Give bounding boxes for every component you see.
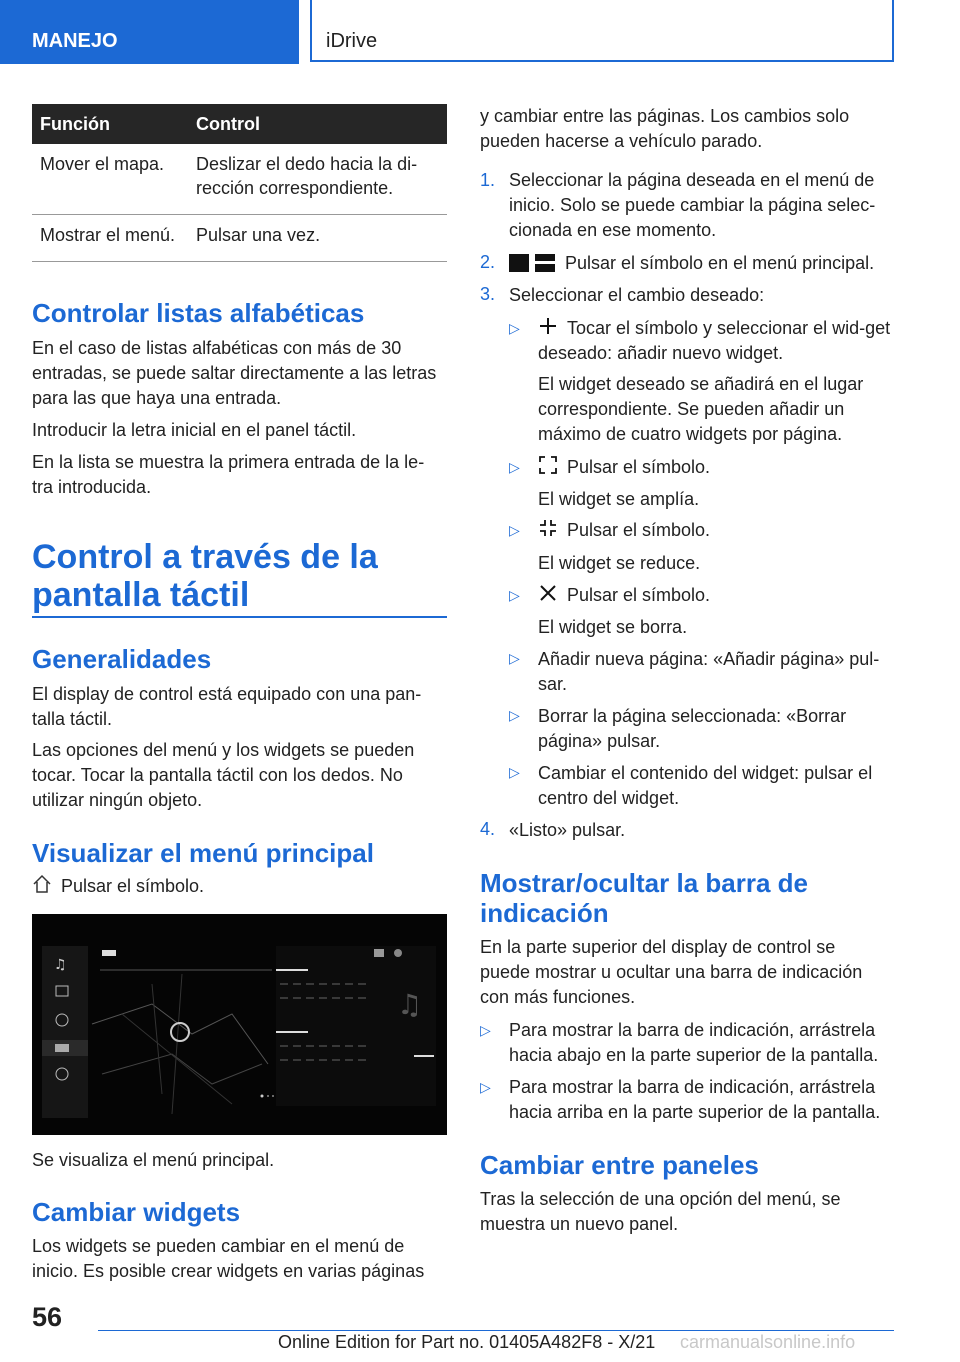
section-tab bbox=[0, 0, 299, 64]
widgets-icon bbox=[509, 254, 555, 272]
section-label: MANEJO bbox=[32, 30, 118, 52]
expand-icon bbox=[539, 456, 557, 474]
sub-item-text: Tocar el símbolo y seleccionar el wid-get deseado: añadir nuevo widget. bbox=[538, 318, 891, 363]
paragraph: Introducir la letra inicial en el panel táctil. bbox=[32, 420, 357, 440]
footer-rule bbox=[98, 1330, 894, 1331]
paragraph: En la parte superior del display de control se puede mostrar u ocultar una barra de indicación con más funciones. bbox=[480, 937, 863, 1007]
heading-general: Generalidades bbox=[32, 644, 212, 674]
step-number: 1. bbox=[480, 170, 496, 190]
paragraph: Tras la selección de una opción del menú, se muestra un nuevo panel. bbox=[480, 1189, 841, 1234]
step-number: 2. bbox=[480, 252, 496, 272]
image-caption: Se visualiza el menú principal. bbox=[32, 1150, 275, 1170]
bullet-text: Para mostrar la barra de indicación, arrástrela hacia abajo en la parte superior de la pantalla. bbox=[509, 1020, 879, 1065]
bullet-text: Para mostrar la barra de indicación, arrástrela hacia arriba en la parte superior de la pantalla. bbox=[509, 1077, 881, 1122]
bullet-triangle: ▷ bbox=[509, 650, 520, 666]
idrive-screen-image bbox=[32, 914, 447, 1135]
sub-item-text: Añadir nueva página: «Añadir página» pul-sar. bbox=[538, 649, 880, 694]
footer-edition: Online Edition for Part no. 01405A482F8 - X/21 bbox=[278, 1332, 656, 1352]
sub-item-note: El widget se borra. bbox=[538, 617, 688, 637]
control-table bbox=[32, 104, 447, 262]
step-text: Seleccionar la página deseada en el menú de inicio. Solo se puede cambiar la página selec-cionada en ese momento. bbox=[509, 170, 876, 240]
table-cell: Deslizar el dedo hacia la di-rección correspondiente. bbox=[188, 144, 447, 215]
sub-item-text: Pulsar el símbolo. bbox=[567, 457, 711, 477]
sub-item-note: El widget deseado se añadirá en el lugar correspondiente. Se pueden añadir un máximo de cuatro widgets por página. bbox=[538, 374, 864, 444]
svg-text:♫: ♫ bbox=[54, 957, 67, 973]
section-rule bbox=[32, 616, 447, 618]
paragraph: En la lista se muestra la primera entrada de la le-tra introducida. bbox=[32, 452, 425, 497]
heading-alpha-lists: Controlar listas alfabéticas bbox=[32, 298, 365, 328]
table-row bbox=[32, 144, 447, 215]
table-cell: Pulsar una vez. bbox=[188, 215, 447, 262]
table-header: Función bbox=[32, 104, 188, 144]
step-text: Pulsar el símbolo en el menú principal. bbox=[565, 253, 875, 273]
chapter-label: iDrive bbox=[326, 30, 378, 52]
heading-panels: Cambiar entre paneles bbox=[480, 1150, 759, 1180]
chapter-tab bbox=[310, 0, 894, 62]
close-icon bbox=[539, 584, 557, 602]
sub-item-text: Cambiar el contenido del widget: pulsar el centro del widget. bbox=[538, 763, 873, 808]
step-text: «Listo» pulsar. bbox=[509, 820, 626, 840]
paragraph: En el caso de listas alfabéticas con más de 30 entradas, se puede saltar directamente a las letras para las que haya una entrada. bbox=[32, 338, 437, 408]
table-header-row bbox=[32, 104, 447, 144]
bullet-triangle: ▷ bbox=[509, 764, 520, 780]
table-cell: Mover el mapa. bbox=[32, 144, 188, 215]
bullet-triangle: ▷ bbox=[509, 320, 520, 336]
page-number: 56 bbox=[32, 1302, 63, 1332]
table-cell: Mostrar el menú. bbox=[32, 215, 188, 262]
table-header: Control bbox=[188, 104, 447, 144]
paragraph: Los widgets se pueden cambiar en el menú de inicio. Es posible crear widgets en varias páginas bbox=[32, 1236, 425, 1281]
sub-item-text: Pulsar el símbolo. bbox=[567, 520, 711, 540]
table-row bbox=[32, 215, 447, 262]
heading-touchscreen: Control a través de la pantalla táctil bbox=[32, 538, 378, 614]
watermark: carmanualsonline.info bbox=[680, 1332, 856, 1352]
bullet-triangle: ▷ bbox=[509, 459, 520, 475]
shrink-icon bbox=[539, 519, 557, 537]
sub-item-note: El widget se amplía. bbox=[538, 489, 700, 509]
heading-widgets: Cambiar widgets bbox=[32, 1197, 241, 1227]
paragraph: y cambiar entre las páginas. Los cambios solo pueden hacerse a vehículo parado. bbox=[480, 106, 850, 151]
paragraph: Las opciones del menú y los widgets se pueden tocar. Tocar la pantalla táctil con los dedos. No utilizar ningún objeto. bbox=[32, 740, 415, 810]
bullet-triangle: ▷ bbox=[509, 707, 520, 723]
bullet-triangle: ▷ bbox=[509, 522, 520, 538]
sub-item-text: Pulsar el símbolo. bbox=[567, 585, 711, 605]
step-text: Seleccionar el cambio deseado: bbox=[509, 285, 765, 305]
home-icon bbox=[32, 874, 52, 894]
heading-main-menu: Visualizar el menú principal bbox=[32, 838, 374, 868]
bullet-triangle: ▷ bbox=[480, 1079, 491, 1095]
step-number: 4. bbox=[480, 819, 496, 839]
paragraph: Pulsar el símbolo. bbox=[61, 876, 205, 896]
paragraph: El display de control está equipado con una pan-talla táctil. bbox=[32, 684, 422, 729]
heading-indicator-bar: Mostrar/ocultar la barra de indicación bbox=[480, 868, 808, 928]
idrive-screen-illustration bbox=[32, 914, 447, 1135]
bullet-triangle: ▷ bbox=[480, 1022, 491, 1038]
sub-item-note: El widget se reduce. bbox=[538, 553, 701, 573]
sub-item-text: Borrar la página seleccionada: «Borrar página» pulsar. bbox=[538, 706, 847, 751]
step-number: 3. bbox=[480, 284, 496, 304]
bullet-triangle: ▷ bbox=[509, 587, 520, 603]
svg-text:♫: ♫ bbox=[397, 988, 423, 1021]
